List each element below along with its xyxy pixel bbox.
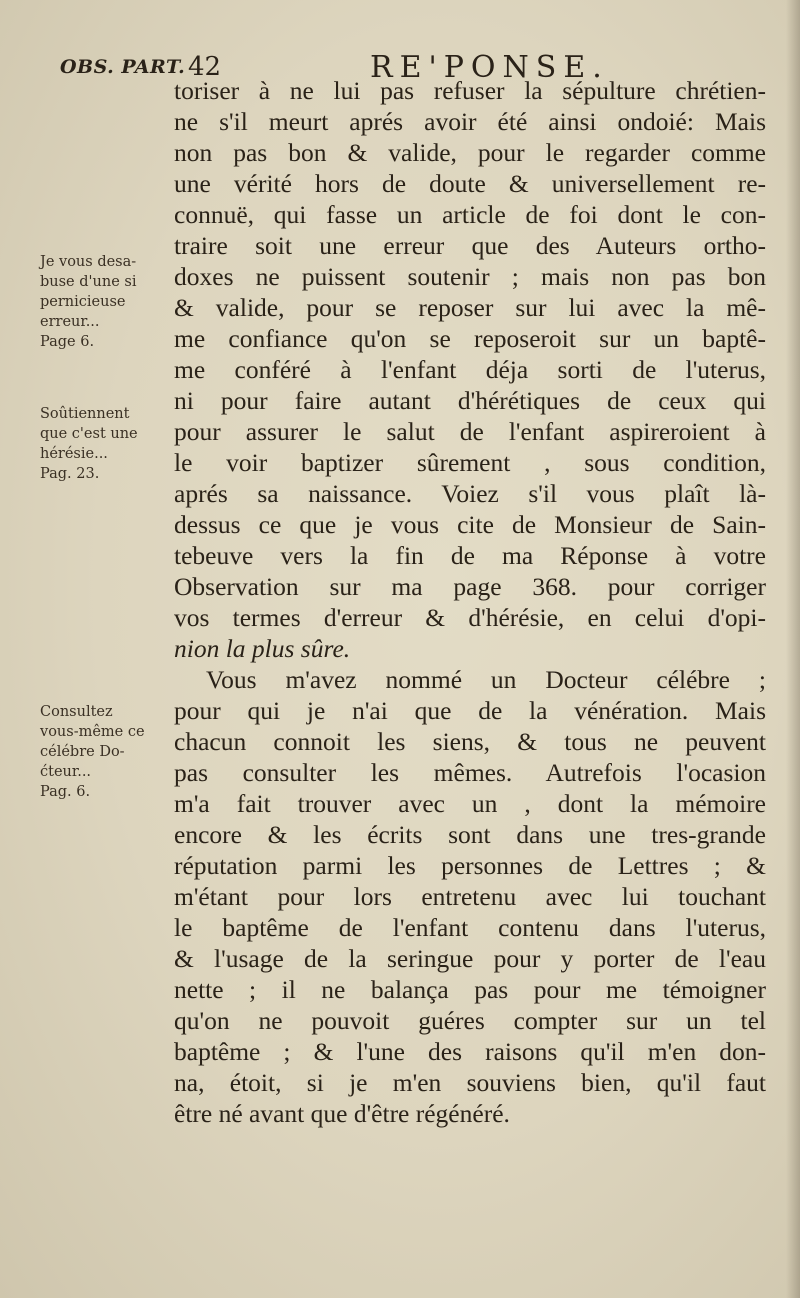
- margin-note-line: pernicieuse: [40, 294, 126, 310]
- margin-note-line: célébre Do-: [40, 744, 125, 760]
- text-line: baptême ; & l'une des raisons qu'il m'en don-: [174, 1037, 766, 1066]
- text-line: une vérité hors de doute & universellement re-: [174, 169, 766, 198]
- margin-note-line: buse d'une si: [40, 274, 137, 290]
- text-line: qu'on ne pouvoit guéres compter sur un tel: [174, 1006, 766, 1035]
- text-line: & l'usage de la seringue pour y porter de l'eau: [174, 944, 766, 973]
- margin-note: [40, 702, 175, 802]
- margin-note-line: erreur...: [40, 314, 100, 330]
- text-line: tebeuve vers la fin de ma Réponse à votre: [174, 541, 766, 570]
- margin-note-line: hérésie...: [40, 446, 108, 462]
- text-line: nion la plus sûre.: [174, 634, 351, 663]
- text-line: pas consulter les mêmes. Autrefois l'ocasion: [174, 758, 766, 787]
- text-line: toriser à ne lui pas refuser la sépulture chrétien-: [174, 76, 766, 105]
- margin-note-line: que c'est une: [40, 426, 138, 442]
- text-line: Observation sur ma page 368. pour corriger: [174, 572, 766, 601]
- text-line: pour assurer le salut de l'enfant aspireroient à: [174, 417, 766, 446]
- margin-note-line: ćteur...: [40, 764, 92, 780]
- text-line: nette ; il ne balança pas pour me témoigner: [174, 975, 766, 1004]
- margin-note-line: Pag. 6.: [40, 784, 91, 800]
- text-line: connuë, qui fasse un article de foi dont le con-: [174, 200, 766, 229]
- text-line: Vous m'avez nommé un Docteur célébre ;: [206, 665, 766, 694]
- margin-note-line: Page 6.: [40, 334, 95, 350]
- page-number: 42: [188, 52, 222, 82]
- margin-note-line: Je vous desa-: [40, 254, 137, 270]
- margin-note-line: vous-même ce: [40, 724, 145, 740]
- text-line: non pas bon & valide, pour le regarder comme: [174, 138, 766, 167]
- margin-note-line: Soûtiennent: [40, 406, 130, 422]
- text-line: le baptême de l'enfant contenu dans l'uterus,: [174, 913, 766, 942]
- text-line: me conféré à l'enfant déja sorti de l'uterus,: [174, 355, 766, 384]
- text-line: traire soit une erreur que des Auteurs ortho-: [174, 231, 766, 260]
- text-line: encore & les écrits sont dans une tres-grande: [174, 820, 766, 849]
- text-line: pour qui je n'ai que de la vénération. Mais: [174, 696, 766, 725]
- text-line: me confiance qu'on se reposeroit sur un baptê-: [174, 324, 766, 353]
- text-line: ne s'il meurt aprés avoir été ainsi ondoié: Mais: [174, 107, 766, 136]
- text-line: le voir baptizer sûrement , sous condition,: [174, 448, 766, 477]
- text-line: être né avant que d'être régénéré.: [174, 1099, 510, 1128]
- margin-note-line: Pag. 23.: [40, 466, 100, 482]
- page-edge-shadow: [786, 0, 800, 1298]
- text-line: chacun connoit les siens, & tous ne peuvent: [174, 727, 766, 756]
- running-head-title: RE'PONSE.: [370, 50, 609, 85]
- text-line: & valide, pour se reposer sur lui avec la mê-: [174, 293, 766, 322]
- text-line: aprés sa naissance. Voiez s'il vous plaît là-: [174, 479, 766, 508]
- text-line: dessus ce que je vous cite de Monsieur de Sain-: [174, 510, 766, 539]
- text-line: m'étant pour lors entretenu avec lui touchant: [174, 882, 766, 911]
- text-line: réputation parmi les personnes de Lettres ; &: [174, 851, 766, 880]
- margin-note: [40, 404, 175, 484]
- text-line: ni pour faire autant d'hérétiques de ceux qui: [174, 386, 766, 415]
- text-line: na, étoit, si je m'en souviens bien, qu'il faut: [174, 1068, 766, 1097]
- margin-note: [40, 252, 175, 352]
- running-head-section: OBS. PART.: [60, 56, 186, 78]
- text-line: doxes ne puissent soutenir ; mais non pas bon: [174, 262, 766, 291]
- text-line: m'a fait trouver avec un , dont la mémoire: [174, 789, 766, 818]
- margin-note-line: Consultez: [40, 704, 113, 720]
- text-line: vos termes d'erreur & d'hérésie, en celui d'opi-: [174, 603, 766, 632]
